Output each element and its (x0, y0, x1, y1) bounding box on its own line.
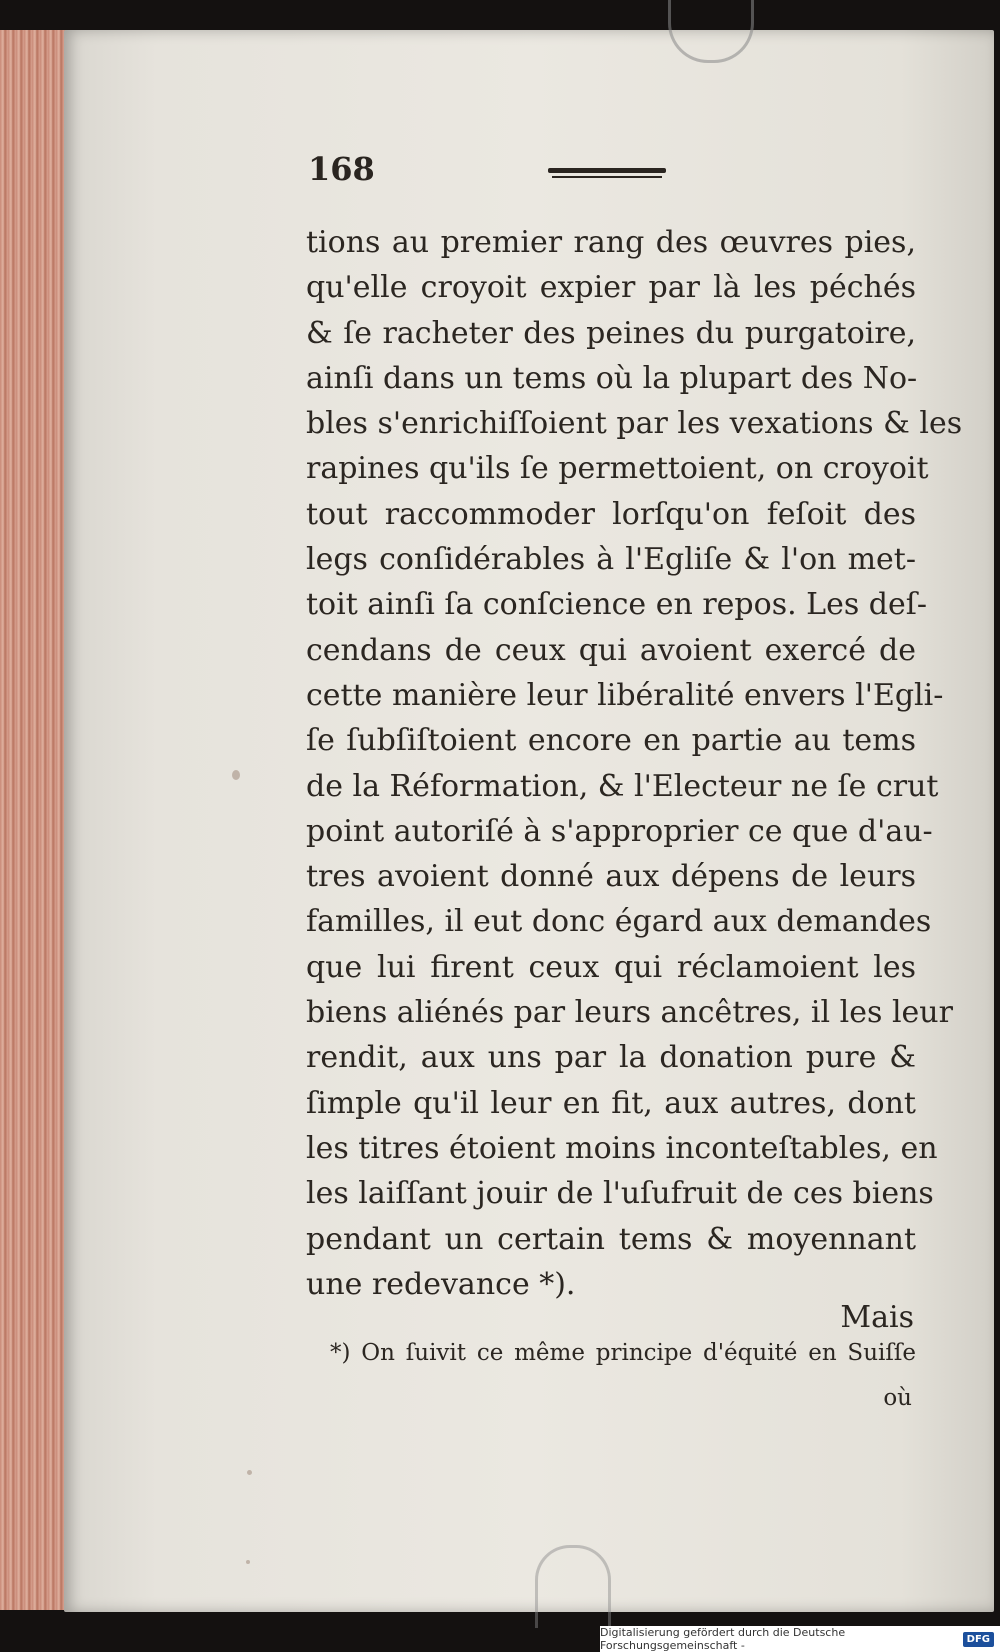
text-line: les titres étoient moins inconteſtables, en (306, 1130, 938, 1166)
text-line: que lui firent ceux qui réclamoient les (306, 949, 916, 985)
page-header (300, 150, 920, 200)
footnote: *) On ſuivit ce même principe d'équité en Suiſſe (330, 1340, 916, 1366)
header-ornament-rule (548, 168, 666, 173)
text-line: legs conſidérables à l'Egliſe & l'on met- (306, 542, 916, 578)
text-line: de la Réformation, & l'Electeur ne ſe crut (306, 768, 939, 804)
page-clip-bottom (535, 1545, 611, 1628)
body-text (306, 220, 963, 1307)
footnote-catchword: où (883, 1385, 912, 1411)
paper-spot (246, 1560, 250, 1564)
text-line: ſe ſubſiſtoient encore en partie au tems (306, 723, 916, 759)
text-line: tout raccommoder lorſqu'on feſoit des (306, 496, 916, 532)
text-line: cendans de ceux qui avoient exercé de (306, 632, 916, 668)
text-line: biens aliénés par leurs ancêtres, il les leur (306, 995, 953, 1031)
text-line: une redevance *). (306, 1266, 576, 1302)
digitization-banner (600, 1626, 1000, 1652)
text-line: rendit, aux uns par la donation pure & (306, 1040, 916, 1076)
text-line: ſimple qu'il leur en fit, aux autres, dont (306, 1085, 916, 1121)
text-line: qu'elle croyoit expier par là les péchés (306, 270, 916, 306)
paper-spot (232, 770, 240, 780)
text-line: les laiſſant jouir de l'uſufruit de ces biens (306, 1176, 934, 1212)
catchword: Mais (840, 1300, 914, 1335)
dfg-logo-badge: DFG (963, 1632, 994, 1647)
text-line: ainſi dans un tems où la plupart des No- (306, 360, 918, 396)
text-line: bles s'enrichiſſoient par les vexations & les (306, 406, 963, 442)
text-line: & ſe racheter des peines du purgatoire, (306, 315, 916, 351)
book-edge (0, 30, 72, 1610)
text-line: pendant un certain tems & moyennant (306, 1221, 916, 1257)
text-line: rapines qu'ils ſe permettoient, on croyoit (306, 451, 929, 487)
text-line: cette manière leur libéralité envers l'Egli- (306, 677, 944, 713)
text-line: toit ainſi ſa conſcience en repos. Les deſ- (306, 587, 927, 623)
page-number: 168 (308, 150, 375, 188)
text-line: tres avoient donné aux dépens de leurs (306, 859, 916, 895)
paper-spot (247, 1470, 252, 1475)
text-line: point autoriſé à s'approprier ce que d'au- (306, 813, 933, 849)
banner-text: Digitalisierung gefördert durch die Deutsche Forschungsgemeinschaft - (600, 1626, 846, 1652)
text-line: familles, il eut donc égard aux demandes (306, 904, 932, 940)
text-line: tions au premier rang des œuvres pies, (306, 225, 916, 260)
